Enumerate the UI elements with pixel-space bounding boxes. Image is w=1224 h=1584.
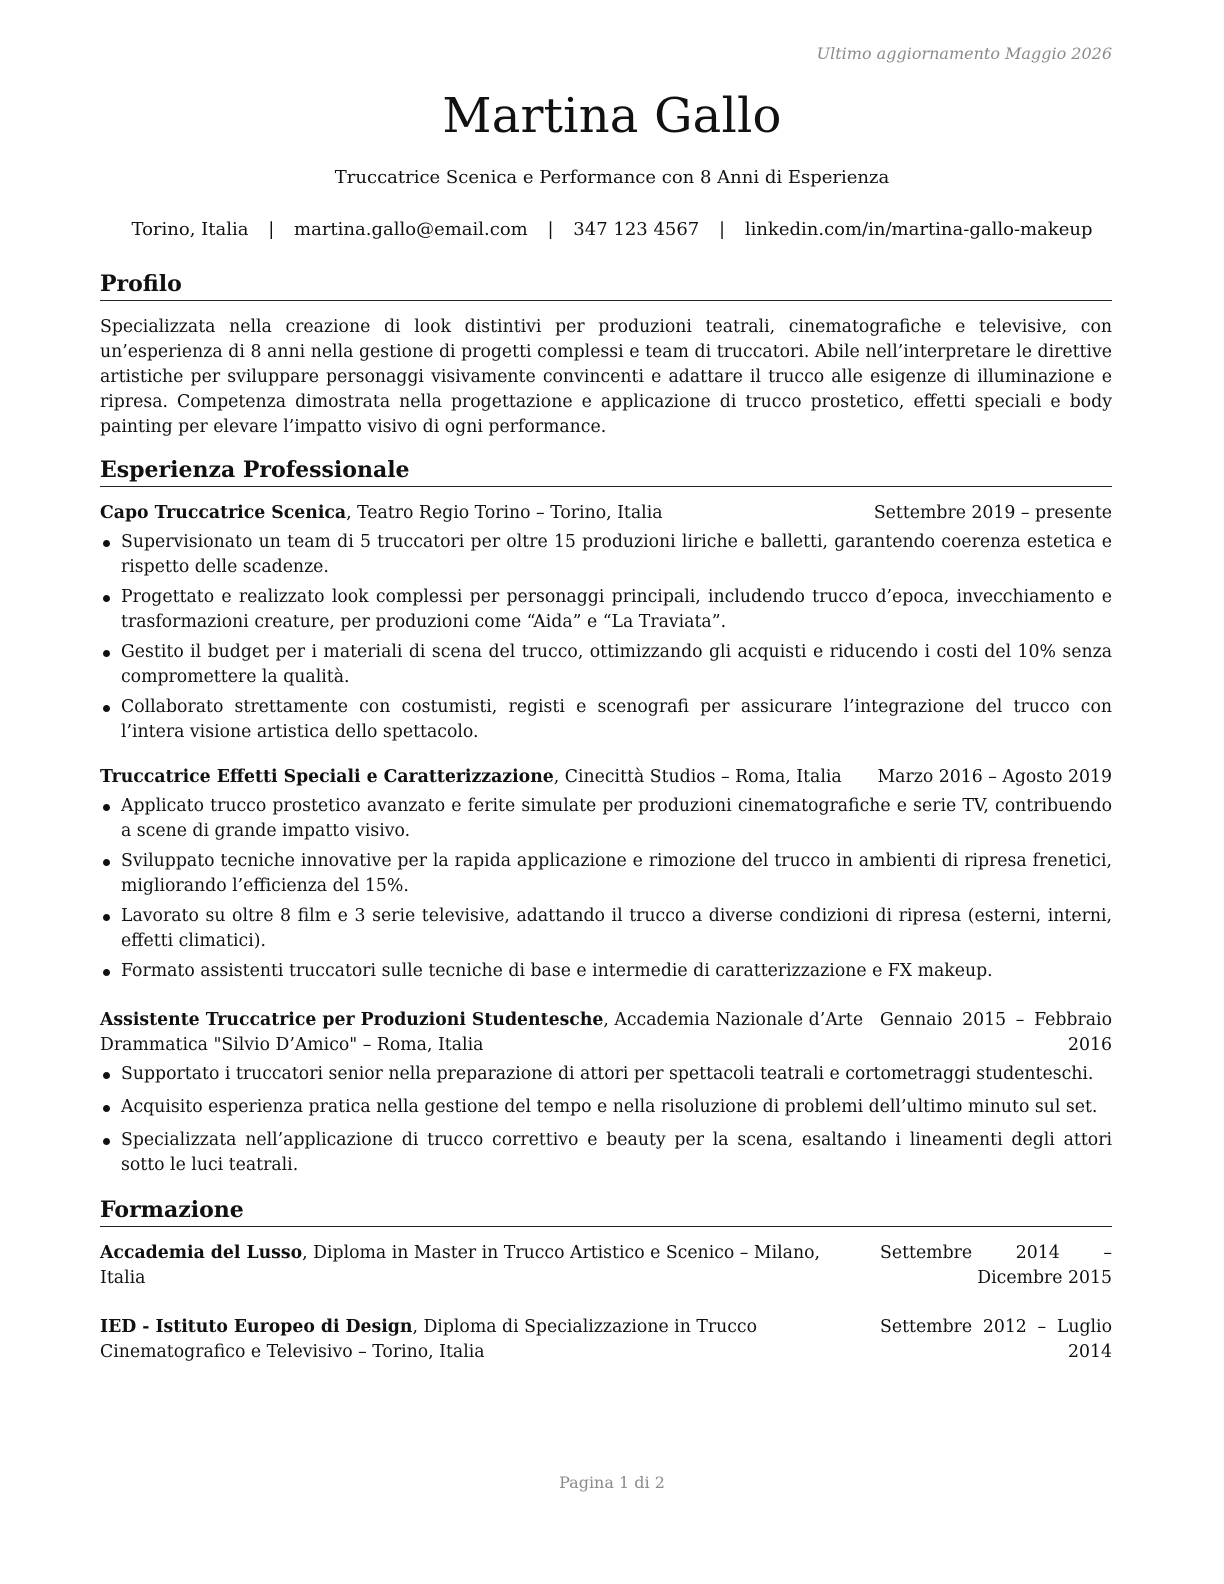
page-number: Pagina 1 di 2 — [559, 1473, 665, 1492]
education-school: Accademia del Lusso — [100, 1243, 303, 1263]
job-bullet: Lavorato su oltre 8 film e 3 serie televisive, adattando il trucco a diverse condizioni di ripresa (esterni, interni, effetti climatici). — [100, 904, 1112, 954]
job-bullets — [100, 794, 1112, 984]
contact-email[interactable]: martina.gallo@email.com — [294, 219, 528, 240]
contact-separator: | — [268, 219, 275, 240]
job-bullets — [100, 530, 1112, 745]
job-bullet: Specializzata nell’applicazione di trucco correttivo e beauty per la scena, esaltando i lineamenti degli attori sotto le luci teatrali. — [100, 1128, 1112, 1178]
contact-separator: | — [547, 219, 554, 240]
education-dates: Settembre 2014 – Dicembre 2015 — [880, 1243, 1112, 1288]
job-header — [100, 1008, 1112, 1058]
education-dates: Settembre 2012 – Luglio 2014 — [880, 1317, 1112, 1362]
job-bullet: Collaborato strettamente con costumisti, registi e scenografi per assicurare l’integrazione del trucco con l’intera visione artistica dello spettacolo. — [100, 695, 1112, 745]
job-header — [100, 765, 1112, 790]
job-bullet: Formato assistenti truccatori sulle tecniche di base e intermedie di caratterizzazione e FX makeup. — [100, 959, 1112, 984]
contact-separator: | — [719, 219, 726, 240]
job-dates: Gennaio 2015 – Febbraio 2016 — [880, 1010, 1112, 1055]
education-entry — [100, 1315, 1112, 1365]
section-title-experience: Esperienza Professionale — [100, 456, 1112, 487]
education-header — [100, 1241, 1112, 1291]
profile-text: Specializzata nella creazione di look distintivi per produzioni teatrali, cinematografiche e televisive, con un’esperienza di 8 anni nella gestione di progetti complessi e team di truccatori. Abile nell’interpretare le direttive artistiche per sviluppare personaggi visivamente convincenti e adattare il trucco alle esigenze di illuminazione e ripresa. Competenza dimostrata nella progettazione e applicazione di trucco prostetico, effetti speciali e body painting per elevare l’impatto visivo di ogni performance. — [100, 317, 1112, 437]
education-degree: , Diploma di Specializzazione in Trucco Cinematografico e Televisivo – Torino, Italia — [100, 1317, 758, 1362]
job-bullets — [100, 1062, 1112, 1178]
job-dates: Settembre 2019 – presente — [873, 503, 1112, 523]
job-bullet: Applicato trucco prostetico avanzato e ferite simulate per produzioni cinematografiche e serie TV, contribuendo a scene di grande impatto visivo. — [100, 794, 1112, 844]
job-entry — [100, 765, 1112, 984]
candidate-subtitle: Truccatrice Scenica e Performance con 8 Anni di Esperienza — [334, 167, 890, 188]
contact-line — [0, 219, 1224, 240]
job-bullet: Acquisito esperienza pratica nella gestione del tempo e nella risoluzione di problemi dell’ultimo minuto sul set. — [100, 1095, 1112, 1120]
job-bullet: Sviluppato tecniche innovative per la rapida applicazione e rimozione del trucco in ambienti di ripresa frenetici, migliorando l’efficienza del 15%. — [100, 849, 1112, 899]
section-title-education: Formazione — [100, 1196, 1112, 1227]
job-place: , Cinecittà Studios – Roma, Italia — [553, 767, 842, 787]
last-updated: Ultimo aggiornamento Maggio 2026 — [816, 44, 1112, 63]
contact-linkedin[interactable]: linkedin.com/in/martina-gallo-makeup — [744, 219, 1093, 240]
education-header — [100, 1315, 1112, 1365]
education-degree: , Diploma in Master in Trucco Artistico e Scenico – Milano, Italia — [100, 1243, 821, 1288]
job-role: Capo Truccatrice Scenica — [100, 503, 347, 523]
job-bullet: Supervisionato un team di 5 truccatori per oltre 15 produzioni liriche e balletti, garantendo coerenza estetica e rispetto delle scadenze. — [100, 530, 1112, 580]
job-bullet: Gestito il budget per i materiali di scena del trucco, ottimizzando gli acquisti e riducendo i costi del 10% senza compromettere la qualità. — [100, 640, 1112, 690]
job-entry — [100, 1008, 1112, 1178]
education-school: IED - Istituto Europeo di Design — [100, 1317, 413, 1337]
resume-content — [100, 270, 1112, 1365]
contact-phone[interactable]: 347 123 4567 — [573, 219, 700, 240]
job-entry — [100, 501, 1112, 745]
job-role: Assistente Truccatrice per Produzioni Studentesche — [100, 1010, 604, 1030]
job-bullet: Progettato e realizzato look complessi per personaggi principali, includendo trucco d’epoca, invecchiamento e trasformazioni creature, per produzioni come “Aida” e “La Traviata”. — [100, 585, 1112, 635]
job-role: Truccatrice Effetti Speciali e Caratterizzazione — [100, 767, 554, 787]
job-bullet: Supportato i truccatori senior nella preparazione di attori per spettacoli teatrali e cortometraggi studenteschi. — [100, 1062, 1112, 1087]
job-header — [100, 501, 1112, 526]
job-place: , Accademia Nazionale d’Arte Drammatica "Silvio D’Amico" – Roma, Italia — [100, 1010, 864, 1055]
candidate-name: Martina Gallo — [442, 88, 782, 144]
education-entry — [100, 1241, 1112, 1291]
section-title-profile: Profilo — [100, 270, 1112, 301]
job-dates: Marzo 2016 – Agosto 2019 — [877, 767, 1112, 787]
contact-location: Torino, Italia — [131, 219, 249, 240]
job-place: , Teatro Regio Torino – Torino, Italia — [346, 503, 663, 523]
